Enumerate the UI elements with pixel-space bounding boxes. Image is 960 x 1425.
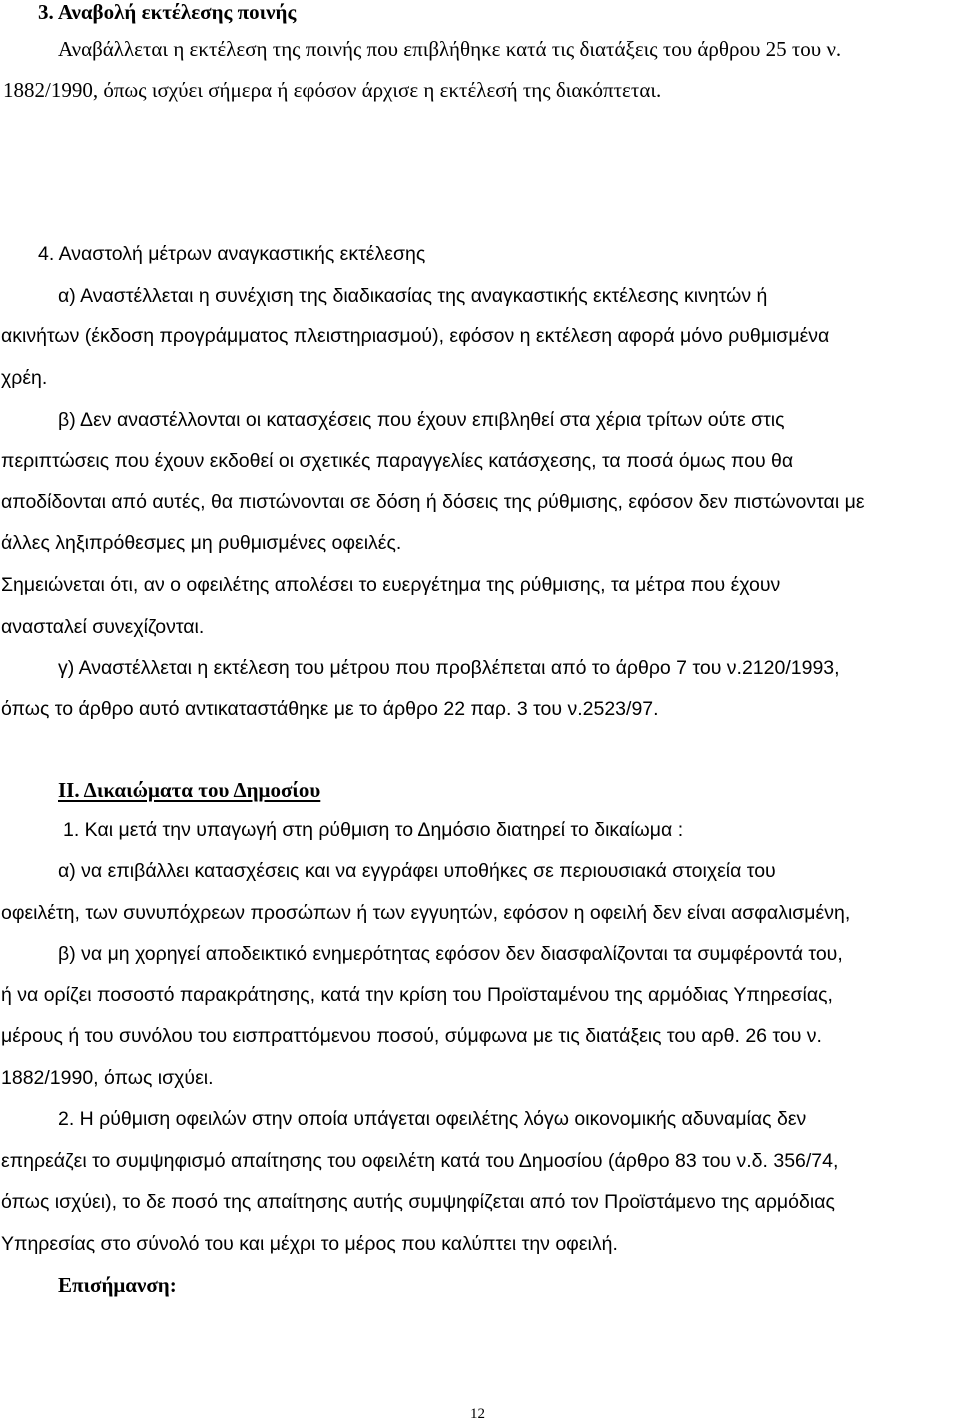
section-ii-heading: ΙΙ. Δικαιώματα του Δημοσίου [58, 778, 321, 802]
section-4-a-line-2: ακινήτων (έκδοση προγράμματος πλειστηριασμού), εφόσον η εκτέλεση αφορά μόνο ρυθμισμένα [1, 325, 830, 347]
section-ii-b-line-3: μέρους ή του συνόλου του εισπραττόμενου ποσού, σύμφωνα με τις διατάξεις του αρθ. 26 του ν. [1, 1025, 822, 1047]
section-4-heading: 4. Αναστολή μέτρων αναγκαστικής εκτέλεσης [38, 243, 426, 265]
section-4-b-line-4: άλλες ληξιπρόθεσμες μη ρυθμισμένες οφειλές. [1, 532, 402, 554]
section-ii-point-2-line-1: 2. Η ρύθμιση οφειλών στην οποία υπάγεται οφειλέτης λόγω οικονομικής αδυναμίας δεν [58, 1108, 807, 1130]
page-number: 12 [470, 1406, 485, 1422]
section-ii-a-line-1: α) να επιβάλλει κατασχέσεις και να εγγράφει υποθήκες σε περιουσιακά στοιχεία του [58, 860, 776, 882]
section-4-a-line-1: α) Αναστέλλεται η συνέχιση της διαδικασίας της αναγκαστικής εκτέλεσης κινητών ή [58, 285, 768, 307]
section-4-b-line-1: β) Δεν αναστέλλονται οι κατασχέσεις που έχουν επιβληθεί στα χέρια τρίτων ούτε στις [58, 409, 785, 431]
section-ii-point-2-line-2: επηρεάζει το συμψηφισμό απαίτησης του οφειλέτη κατά του Δημοσίου (άρθρο 83 του ν.δ. 356/74, [1, 1150, 839, 1172]
section-ii-point-1: 1. Και μετά την υπαγωγή στη ρύθμιση το Δημόσιο διατηρεί το δικαίωμα : [63, 819, 684, 841]
section-ii-point-2-line-3: όπως ισχύει), το δε ποσό της απαίτησης αυτής συμψηφίζεται από τον Προϊστάμενο της αρμόδιας [1, 1191, 835, 1213]
section-4-c-line-1: γ) Αναστέλλεται η εκτέλεση του μέτρου που προβλέπεται από το άρθρο 7 του ν.2120/1993, [58, 657, 840, 679]
section-4-note-line-1: Σημειώνεται ότι, αν ο οφειλέτης απολέσει το ευεργέτημα της ρύθμισης, τα μέτρα που έχουν [1, 574, 781, 596]
section-4-a-line-3: χρέη. [1, 367, 48, 389]
section-3-heading: 3. Αναβολή εκτέλεσης ποινής [38, 0, 297, 24]
section-ii-point-2-line-4: Υπηρεσίας στο σύνολό του και μέχρι το μέρος που καλύπτει την οφειλή. [1, 1233, 618, 1255]
section-ii-b-line-1: β) να μη χορηγεί αποδεικτικό ενημερότητας εφόσον δεν διασφαλίζονται τα συμφέροντά του, [58, 943, 843, 965]
section-ii-a-line-2: οφειλέτη, των συνυπόχρεων προσώπων ή των εγγυητών, εφόσον η οφειλή δεν είναι ασφαλισμένη, [1, 902, 851, 924]
section-ii-b-line-4: 1882/1990, όπως ισχύει. [1, 1067, 214, 1089]
section-4-note-line-2: ανασταλεί συνεχίζονται. [1, 616, 205, 638]
section-4-c-line-2: όπως το άρθρο αυτό αντικαταστάθηκε με το άρθρο 22 παρ. 3 του ν.2523/97. [1, 698, 659, 720]
note-heading: Επισήμανση: [58, 1273, 177, 1297]
section-ii-b-line-2: ή να ορίζει ποσοστό παρακράτησης, κατά την κρίση του Προϊσταμένου της αρμόδιας Υπηρεσίας, [1, 984, 833, 1006]
section-3-line-2: 1882/1990, όπως ισχύει σήμερα ή εφόσον άρχισε η εκτέλεσή της διακόπτεται. [3, 78, 662, 102]
section-3-line-1: Αναβάλλεται η εκτέλεση της ποινής που επιβλήθηκε κατά τις διατάξεις του άρθρου 25 του ν. [58, 37, 842, 61]
section-4-b-line-3: αποδίδονται από αυτές, θα πιστώνονται σε δόση ή δόσεις της ρύθμισης, εφόσον δεν πιστώνονται με [1, 491, 865, 513]
section-4-b-line-2: περιπτώσεις που έχουν εκδοθεί οι σχετικές παραγγελίες κατάσχεσης, τα ποσά όμως που θα [1, 450, 794, 472]
